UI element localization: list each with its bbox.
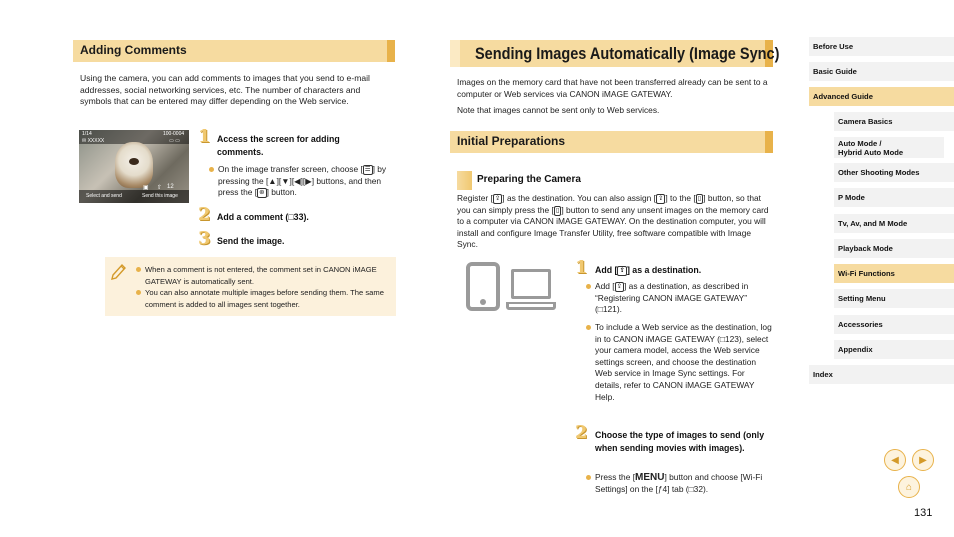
step-number-2: 2: [198, 204, 211, 225]
laptop-icon: [511, 269, 551, 299]
nav-label: Camera Basics: [838, 117, 893, 126]
nav-wifi-functions[interactable]: [834, 264, 954, 283]
subsection-title: Preparing the Camera: [477, 174, 581, 185]
menu-button-label: MENU: [635, 472, 665, 483]
section-heading-text: Initial Preparations: [457, 134, 566, 148]
intro-paragraph: Using the camera, you can add comments to images that you send to e-mail addresses, social networking services, etc. The number of characters and symbols that can be entered may differ depending on the Web service.: [80, 73, 370, 106]
camera-file-number: 100-0004: [163, 131, 185, 137]
nav-playback-mode[interactable]: [834, 239, 954, 258]
middle-step-number-2: 2: [575, 422, 588, 443]
step-title-2: Add a comment (□33).: [217, 212, 309, 222]
camera-select-send-label: Select and send: [86, 193, 122, 199]
image-sync-icon: ⇪: [616, 283, 623, 290]
smartphone-icon: [466, 262, 500, 311]
camera-send-image-label: Send this image: [142, 193, 178, 199]
nav-label: Before Use: [813, 42, 854, 51]
nav-setting-menu[interactable]: [834, 289, 954, 308]
book-icon: □: [597, 304, 603, 315]
func-set-icon: ⊛: [259, 189, 265, 197]
camera-service-label: ✉ XXXXX: [82, 138, 105, 144]
laptop-base-icon: [506, 302, 556, 310]
page-title-box: [450, 40, 780, 67]
nav-before-use[interactable]: [809, 37, 954, 56]
comment-icon: ☰: [364, 166, 371, 173]
section-heading-initial-preparations: [450, 131, 773, 153]
home-camera-icon: ⌂: [905, 481, 913, 493]
nav-index[interactable]: [809, 365, 954, 384]
nav-tv-av-m-mode[interactable]: [834, 214, 954, 233]
nav-label: Index: [813, 370, 833, 379]
middle-body: Register [ ⇪ ] as the destination. You can also assign [ ⇪ ] to the [ ▯ ] button, so that you can simply press the [ ▯ ] button to send any unsent images on the memory card to a computer via CANON iMAGE GATEWAY. On the destination computer, you will install and configure Image Transfer Utility, free software compatible with Image Sync.: [457, 193, 769, 250]
middle-intro-2: Note that images cannot be sent only to Web services.: [457, 105, 660, 115]
middle-intro-1: Images on the memory card that have not been transferred already can be sent to a computer or Web services via CANON iMAGE GATEWAY.: [457, 77, 768, 99]
step-title-3: Send the image.: [217, 236, 285, 246]
nav-label: Accessories: [838, 320, 883, 329]
camera-screen-image: [79, 130, 189, 203]
nav-label: Wi-Fi Functions: [838, 269, 895, 278]
camera-count: 12: [167, 184, 174, 190]
wrench-icon: ƒ4: [657, 483, 668, 494]
camera-counter: 1/14: [82, 131, 92, 137]
prev-page-button[interactable]: [884, 449, 906, 471]
book-icon: □: [688, 483, 694, 494]
nav-label: Other Shooting Modes: [838, 168, 920, 177]
nav-camera-basics[interactable]: [834, 112, 954, 131]
middle-step-1-bullet-2: To include a Web service as the destination, log in to CANON iMAGE GATEWAY (□123), select your camera model, access the Web service settings screen, and choose the destination Web service in Image Sync settings. For details, refer to CANON iMAGE GATEWAY Help.: [586, 322, 772, 403]
step-1-bullet: On the image transfer screen, choose [ ☰ ] by pressing the [▲][▼][◀][▶] buttons, and then press the [ ⊛ ] button.: [209, 164, 399, 199]
camera-status-icons: ▭ ▭: [169, 138, 180, 144]
mobile-button-icon: ▯: [555, 206, 560, 214]
note-bullet-1: When a comment is not entered, the comment set in CANON iMAGE GATEWAY is automatically sent.: [136, 264, 386, 287]
page-number: 131: [914, 507, 933, 519]
nav-accessories[interactable]: [834, 315, 954, 334]
note-bullet-2: You can also annotate multiple images before sending them. The same comment is added to all images sent together.: [136, 287, 391, 310]
nav-label: Playback Mode: [838, 244, 893, 253]
middle-step-1-bullet-1: Add [ ⇪ ] as a destination, as described in “Registering CANON iMAGE GATEWAY” (□121).: [586, 281, 776, 316]
step-title-1: Access the screen for adding comments.: [217, 134, 340, 157]
nav-auto-mode[interactable]: [834, 137, 944, 158]
section-heading-adding-comments: [73, 40, 395, 62]
section-heading-text: Adding Comments: [80, 43, 187, 57]
nav-label: Advanced Guide: [813, 92, 873, 101]
subsection-marker-icon: [457, 171, 472, 190]
nav-label: P Mode: [838, 193, 865, 202]
dog-photo: [115, 142, 153, 188]
middle-step-number-1: 1: [575, 257, 588, 278]
home-button[interactable]: [898, 476, 920, 498]
nav-appendix[interactable]: [834, 340, 954, 359]
comment-icon: ▣: [143, 185, 149, 191]
note-box: [105, 257, 396, 316]
next-page-button[interactable]: [912, 449, 934, 471]
nav-label: Auto Mode / Hybrid Auto Mode: [838, 138, 904, 157]
nav-label: Appendix: [838, 345, 873, 354]
nav-label: Basic Guide: [813, 67, 857, 76]
nav-p-mode[interactable]: [834, 188, 954, 207]
image-sync-icon: ⇪: [494, 195, 501, 202]
step-number-1: 1: [198, 126, 211, 147]
middle-step-title-1: Add [ ⇪ ] as a destination.: [595, 265, 702, 275]
image-sync-icon: ⇪: [619, 267, 625, 274]
nav-advanced-guide[interactable]: [809, 87, 954, 106]
image-sync-icon: ⇪: [657, 195, 664, 202]
send-icon: ⇧: [157, 185, 163, 191]
chevron-right-icon: ▶: [919, 454, 927, 466]
page-title: Sending Images Automatically (Image Sync): [475, 45, 780, 63]
nav-other-shooting-modes[interactable]: [834, 163, 954, 182]
nav-label: Tv, Av, and M Mode: [838, 219, 908, 228]
step-number-3: 3: [198, 228, 211, 249]
middle-step-title-2: Choose the type of images to send (only when sending movies with images).: [595, 430, 765, 453]
mobile-button-icon: ▯: [697, 195, 702, 202]
nav-label: Setting Menu: [838, 294, 886, 303]
chevron-left-icon: ◀: [891, 454, 899, 466]
nav-basic-guide[interactable]: [809, 62, 954, 81]
middle-step-2-bullet-1: Press the [MENU] button and choose [Wi-Fi Settings] on the [ƒ4] tab (□32).: [586, 472, 776, 495]
pencil-note-icon: [110, 262, 128, 280]
